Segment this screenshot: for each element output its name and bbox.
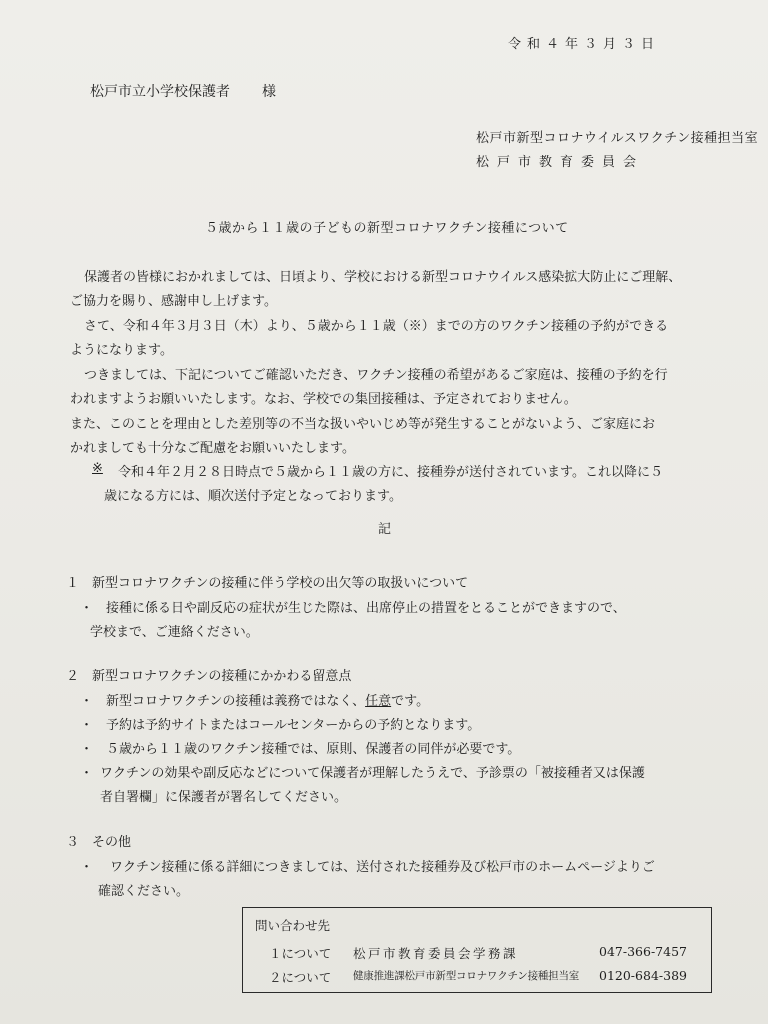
paragraph-4-line-1: また、このことを理由とした差別等の不当な扱いやいじめ等が発生することがないよう、ご家庭にお: [70, 417, 656, 432]
document-title: ５歳から１１歳の子どもの新型コロナワクチン接種について: [205, 221, 569, 236]
bullet-mark: ・: [80, 742, 94, 757]
bullet-mark: ・: [80, 718, 94, 733]
section-3-number: ３: [66, 835, 80, 850]
section-2-bullet-1-pre: 新型コロナワクチンの接種は義務ではなく、: [106, 694, 366, 709]
bullet-mark: ・: [80, 766, 94, 781]
bullet-mark: ・: [80, 601, 94, 616]
section-3-bullet-1-line-1: ワクチン接種に係る詳細につきましては、送付された接種券及び松戸市のホームページよりご: [110, 860, 655, 875]
paragraph-2-line-1: さて、令和４年３月３日（木）より、５歳から１１歳（※）までの方のワクチン接種の予約ができる: [84, 319, 669, 334]
section-2-heading: 新型コロナワクチンの接種にかかわる留意点: [92, 669, 352, 684]
section-2-number: ２: [66, 669, 80, 684]
section-2-bullet-1: [106, 690, 429, 709]
contact-row-2-label: ２について: [269, 970, 332, 985]
section-3-bullet-1-line-2: 確認ください。: [98, 884, 190, 899]
voluntary-emphasis: 任意: [365, 694, 392, 709]
paragraph-3-line-1: つきましては、下記についてご確認いただき、ワクチン接種の希望があるご家庭は、接種の予約を行: [84, 368, 668, 383]
contact-row-1-phone: 047-366-7457: [599, 944, 687, 959]
note-line-1: 令和４年２月２８日時点で５歳から１１歳の方に、接種券が送付されています。これ以降に５: [118, 465, 663, 480]
ki-heading: 記: [378, 522, 392, 537]
contact-box: [242, 907, 712, 993]
recipient-line: [90, 81, 276, 101]
contact-heading: 問い合わせ先: [255, 918, 331, 933]
sender-board: 松戸市教育委員会: [476, 155, 645, 170]
note-mark: ※: [92, 461, 103, 476]
document-date: 令和４年３月３日: [508, 37, 661, 52]
paragraph-1-line-2: ご協力を賜り、感謝申し上げます。: [70, 294, 277, 309]
note-line-2: 歳になる方には、順次送付予定となっております。: [104, 489, 402, 504]
section-2-bullet-4-line-1: ワクチンの効果や副反応などについて保護者が理解したうえで、予診票の「被接種者又は保護: [100, 766, 645, 781]
paragraph-1-line-1: 保護者の皆様におかれましては、日頃より、学校における新型コロナウイルス感染拡大防止にご理解、: [84, 270, 682, 285]
paragraph-4-line-2: かれましても十分なご配慮をお願いいたします。: [70, 441, 355, 456]
recipient-name: 松戸市立小学校保護者: [90, 84, 230, 100]
section-2-bullet-4-line-2: 者自署欄」に保護者が署名してください。: [100, 790, 348, 805]
section-2-bullet-3: ５歳から１１歳のワクチン接種では、原則、保護者の同伴が必要です。: [106, 742, 521, 757]
recipient-suffix: 様: [262, 84, 276, 100]
section-2-bullet-1-post: です。: [391, 694, 430, 709]
contact-row-2-org: 健康推進課松戸市新型コロナワクチン接種担当室: [353, 970, 580, 982]
bullet-mark: ・: [80, 860, 94, 875]
section-3-heading: その他: [92, 835, 132, 850]
section-1-bullet-1-line-2: 学校まで、ご連絡ください。: [90, 625, 259, 640]
sender-office: 松戸市新型コロナウイルスワクチン接種担当室: [476, 131, 759, 146]
contact-row-2-phone: 0120-684-389: [599, 968, 687, 983]
contact-row-1-org: 松戸市教育委員会学務課: [353, 946, 519, 961]
section-2-bullet-2: 予約は予約サイトまたはコールセンターからの予約となります。: [106, 718, 481, 733]
contact-row-1-label: １について: [269, 946, 332, 961]
section-1-heading: 新型コロナワクチンの接種に伴う学校の出欠等の取扱いについて: [92, 576, 469, 591]
paragraph-3-line-2: われますようお願いいたします。なお、学校での集団接種は、予定されておりません。: [70, 392, 577, 407]
paragraph-2-line-2: ようになります。: [70, 343, 173, 358]
bullet-mark: ・: [80, 694, 94, 709]
section-1-number: １: [66, 576, 80, 591]
section-1-bullet-1-line-1: 接種に係る日や副反応の症状が生じた際は、出席停止の措置をとることができますので、: [106, 601, 626, 616]
